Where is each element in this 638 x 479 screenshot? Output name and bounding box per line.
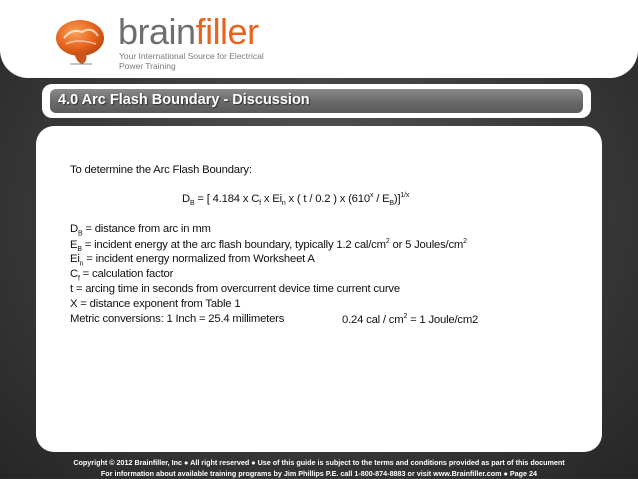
formula-eb-sub: B <box>389 200 394 208</box>
def-t: t = arcing time in seconds from overcurrent device time current curve <box>70 283 400 295</box>
content-panel <box>36 126 602 452</box>
tagline-line2: Power Training <box>119 61 176 71</box>
brand-name <box>118 13 259 51</box>
def-cf-text: = calculation factor <box>79 268 174 280</box>
def-eb-symbol: E <box>70 238 78 251</box>
brand-part-filler: filler <box>195 11 259 52</box>
def-eb-text: = incident energy at the arc flash boundary, typically 1.2 cal/cm <box>81 238 386 251</box>
tagline-line1: Your International Source for Electrical <box>119 51 264 61</box>
def-ein-symbol: Ei <box>70 253 80 265</box>
metric-joule: = 1 Joule/cm2 <box>407 313 479 326</box>
brand-part-brain: brain <box>118 11 196 52</box>
formula-part3: x ( t / 0.2 ) x (610 <box>285 192 370 205</box>
def-eb-sub: B <box>77 246 82 254</box>
metric-cal <box>342 313 478 326</box>
header <box>0 0 638 78</box>
formula-exp-sup: 1/x <box>400 192 410 199</box>
def-eb-text2: or 5 Joules/cm <box>389 238 464 251</box>
def-cf <box>70 268 173 282</box>
formula-part2: x Ei <box>260 192 282 205</box>
footer-contact: For information about available training programs by Jim Phillips P.E. call 1-800-874-8883 or visit www.Brainfiller.com ● Page 24 <box>100 469 538 478</box>
def-db-sub: B <box>77 230 83 238</box>
formula-ei-sub: n <box>281 200 286 208</box>
intro-text: To determine the Arc Flash Boundary: <box>70 164 252 176</box>
def-eb-sup2: 2 <box>463 238 467 245</box>
formula-part1: = [ 4.184 x C <box>194 192 260 205</box>
slide-title: 4.0 Arc Flash Boundary - Discussion <box>58 92 310 108</box>
formula-part5: )] <box>393 192 401 205</box>
brain-logo-icon <box>52 16 106 68</box>
def-db <box>70 223 211 237</box>
formula-lhs: D <box>182 192 190 205</box>
metric-cal-text: 0.24 cal / cm <box>342 313 404 326</box>
def-x: X = distance exponent from Table 1 <box>70 298 241 310</box>
def-ein-text: = incident energy normalized from Worksheet A <box>83 253 315 265</box>
formula <box>182 192 409 207</box>
formula-lhs-sub: B <box>189 200 195 208</box>
def-cf-symbol: C <box>70 268 78 280</box>
footer-copyright: Copyright © 2012 Brainfiller, Inc ● All right reserved ● Use of this guide is subject to the terms and conditions provided as part of this document <box>73 458 565 467</box>
def-eb-sup1: 2 <box>385 238 390 245</box>
footer <box>0 457 638 479</box>
formula-cf-sub: f <box>259 200 261 208</box>
def-db-symbol: D <box>70 223 78 235</box>
metric-cal-sup: 2 <box>403 313 408 320</box>
title-bar-inner <box>50 89 583 113</box>
def-ein-sub: n <box>79 260 84 268</box>
def-ein <box>70 253 315 267</box>
def-cf-sub: f <box>77 275 80 283</box>
tagline <box>119 51 269 71</box>
metric-conversions: Metric conversions: 1 Inch = 25.4 millimeters <box>70 313 285 325</box>
def-db-text: = distance from arc in mm <box>82 223 211 235</box>
title-bar <box>42 84 591 118</box>
formula-x-sup: x <box>369 192 374 199</box>
formula-part4: / E <box>373 192 390 205</box>
def-eb <box>70 238 467 253</box>
